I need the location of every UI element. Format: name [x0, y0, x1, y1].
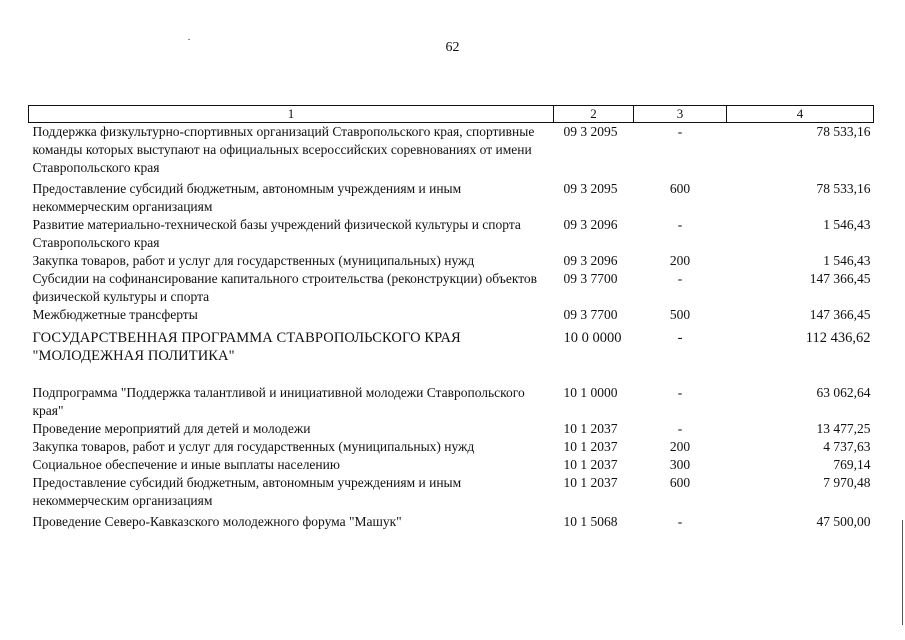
header-row [29, 106, 874, 123]
page-number: 62 [445, 40, 460, 55]
row-code: 09 3 2096 [563, 253, 618, 268]
table-row [29, 438, 874, 456]
table-row [29, 513, 874, 531]
row-amount: 147 366,45 [809, 307, 871, 322]
row-name: Субсидии на софинансирование капитального строительства (реконструкции) объектов физической культуры и спорта [32, 271, 538, 304]
row-type: - [677, 271, 683, 286]
table-row-program [29, 327, 874, 384]
row-name: Межбюджетные трансферты [32, 307, 198, 322]
row-type: 200 [669, 439, 691, 454]
table-row [29, 456, 874, 474]
table-row [29, 270, 874, 306]
row-code: 10 1 5068 [563, 514, 618, 529]
row-name: Проведение мероприятий для детей и молодежи [32, 421, 311, 436]
row-amount: 63 062,64 [816, 385, 871, 400]
table-row [29, 180, 874, 216]
row-amount: 78 533,16 [816, 181, 871, 196]
row-name: Социальное обеспечение и иные выплаты населению [32, 457, 340, 472]
row-code: 09 3 2095 [563, 124, 618, 139]
row-name: ГОСУДАРСТВЕННАЯ ПРОГРАММА СТАВРОПОЛЬСКОГО КРАЯ "МОЛОДЕЖНАЯ ПОЛИТИКА" [32, 330, 461, 364]
column-header-name: 1 [29, 106, 554, 123]
budget-table [28, 105, 874, 531]
column-header-type: 3 [634, 106, 727, 123]
row-amount: 13 477,25 [816, 421, 871, 436]
row-amount: 78 533,16 [816, 124, 871, 139]
row-amount: 1 546,43 [823, 217, 871, 232]
scan-speck [188, 39, 190, 40]
row-type: - [677, 385, 683, 400]
row-type: - [677, 330, 683, 346]
row-type: 300 [669, 457, 691, 472]
row-amount: 112 436,62 [805, 330, 871, 346]
column-header-code: 2 [554, 106, 634, 123]
row-amount: 147 366,45 [809, 271, 871, 286]
row-name: Закупка товаров, работ и услуг для государственных (муниципальных) нужд [32, 253, 475, 268]
row-name: Закупка товаров, работ и услуг для государственных (муниципальных) нужд [32, 439, 475, 454]
row-name: Развитие материально-технической базы учреждений физической культуры и спорта Ставропольского края [32, 217, 521, 250]
table-row [29, 252, 874, 270]
row-code: 09 3 2096 [563, 217, 618, 232]
row-type: - [677, 514, 683, 529]
row-code: 09 3 2095 [563, 181, 618, 196]
row-name: Поддержка физкультурно-спортивных организаций Ставропольского края, спортивные команды которых выступают на официальных всероссийских соревнованиях от имени Ставропольского края [32, 124, 535, 175]
row-code: 09 3 7700 [563, 271, 618, 286]
row-type: 500 [669, 307, 691, 322]
row-amount: 7 970,48 [823, 475, 871, 490]
row-name: Предоставление субсидий бюджетным, автономным учреждениям и иным некоммерческим организациям [32, 181, 462, 214]
table-row [29, 420, 874, 438]
row-code: 10 1 0000 [563, 385, 618, 400]
row-type: - [677, 217, 683, 232]
table-row [29, 306, 874, 327]
row-amount: 4 737,63 [823, 439, 871, 454]
row-name: Проведение Северо-Кавказского молодежного форума "Машук" [32, 514, 402, 529]
row-type: 600 [669, 181, 691, 196]
row-name: Предоставление субсидий бюджетным, автономным учреждениям и иным некоммерческим организациям [32, 475, 462, 508]
row-code: 10 1 2037 [563, 439, 618, 454]
row-code: 10 1 2037 [563, 457, 618, 472]
row-code: 10 1 2037 [563, 475, 618, 490]
row-name: Подпрограмма "Поддержка талантливой и инициативной молодежи Ставропольского края" [32, 385, 525, 418]
row-type: - [677, 124, 683, 139]
scan-edge-line [902, 520, 903, 625]
row-amount: 769,14 [833, 457, 871, 472]
table-row [29, 123, 874, 181]
table-row [29, 384, 874, 420]
row-amount: 1 546,43 [823, 253, 871, 268]
row-amount: 47 500,00 [816, 514, 871, 529]
row-code: 10 0 0000 [563, 330, 622, 346]
row-type: 200 [669, 253, 691, 268]
row-code: 10 1 2037 [563, 421, 618, 436]
row-type: - [677, 421, 683, 436]
table-row [29, 474, 874, 513]
row-type: 600 [669, 475, 691, 490]
table-row [29, 216, 874, 252]
row-code: 09 3 7700 [563, 307, 618, 322]
column-header-amount: 4 [727, 106, 874, 123]
